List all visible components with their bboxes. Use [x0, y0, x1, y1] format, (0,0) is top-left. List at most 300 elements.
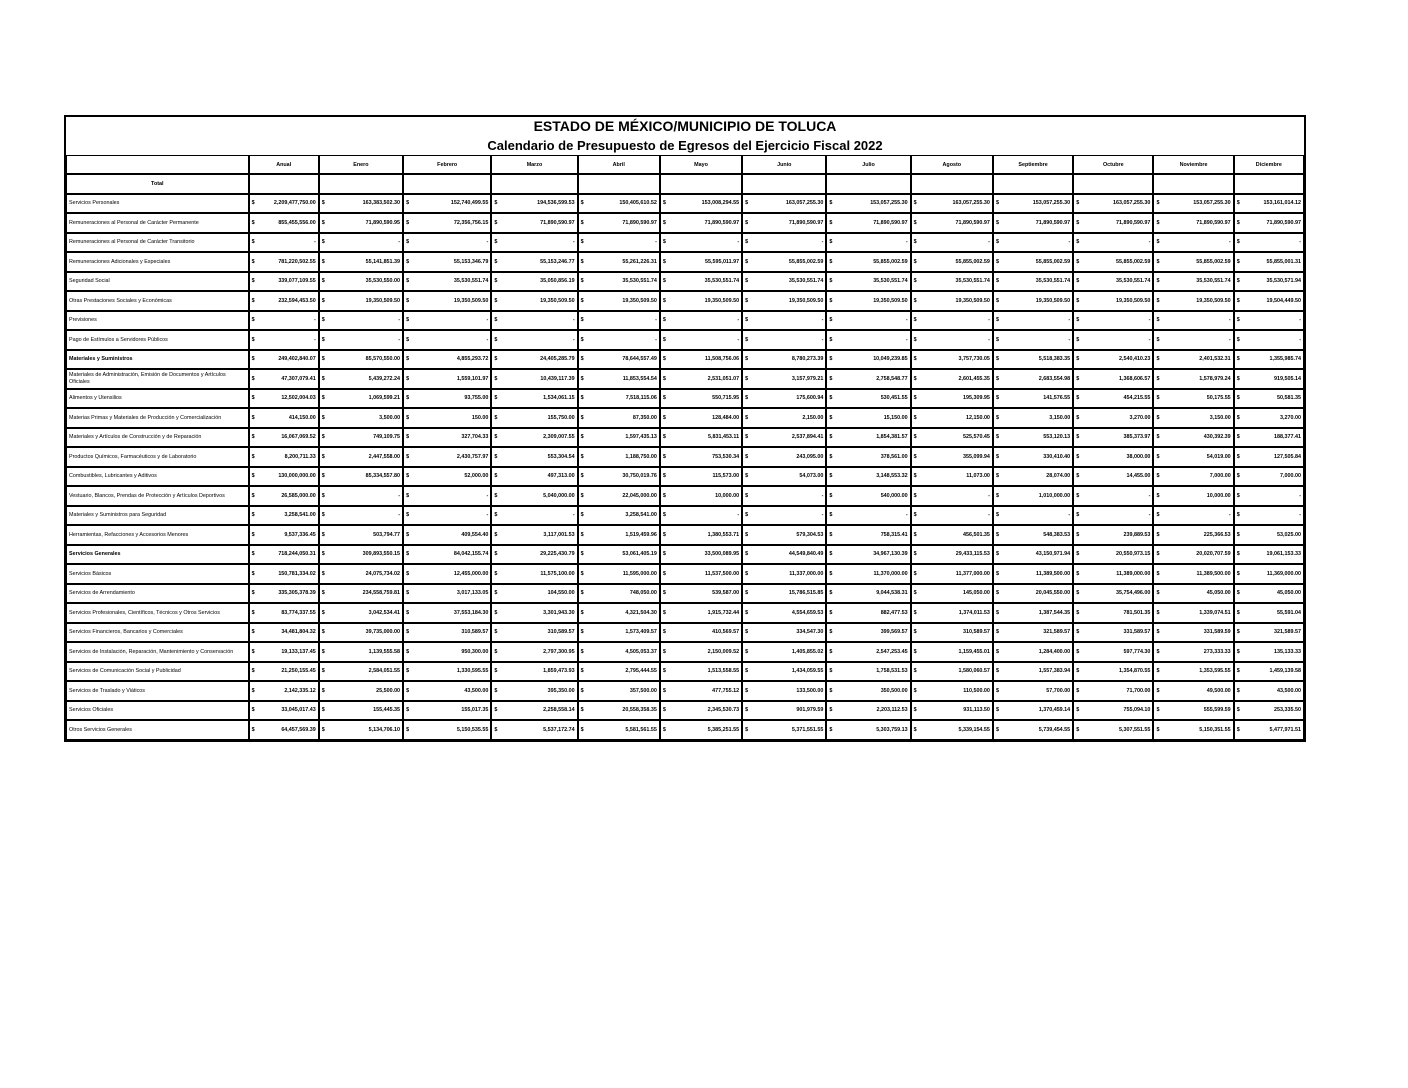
currency-symbol: $: [1236, 356, 1240, 363]
amount-cell: [993, 623, 1073, 643]
amount-value: -: [1228, 336, 1231, 343]
currency-symbol: $: [745, 258, 749, 265]
currency-symbol: $: [1076, 258, 1080, 265]
amount-cell: [1234, 662, 1304, 682]
currency-symbol: $: [321, 219, 325, 226]
amount-cell: [911, 603, 993, 623]
currency-symbol: $: [662, 668, 666, 675]
table-row: [66, 408, 1304, 428]
amount-value: 234,558,759.81: [362, 590, 401, 597]
amount-cell: [826, 486, 910, 506]
row-label: Servicios Financieros, Bancarios y Comerciales: [66, 623, 249, 643]
amount-value: 16,067,069.52: [281, 434, 316, 441]
amount-value: 950,300.00: [461, 648, 489, 655]
amount-value: 163,057,255.30: [785, 200, 824, 207]
amount-value: 2,547,253.45: [876, 648, 908, 655]
amount-cell: [249, 603, 319, 623]
amount-cell: [1234, 272, 1304, 292]
row-label: Servicios Generales: [66, 545, 249, 565]
amount-cell: [826, 408, 910, 428]
currency-symbol: $: [321, 278, 325, 285]
currency-symbol: $: [1156, 629, 1160, 636]
amount-cell: [993, 467, 1073, 487]
amount-value: 19,350,509.50: [1115, 297, 1151, 304]
amount-value: 20,020,707.59: [1196, 551, 1231, 558]
amount-value: 55,855,002.59: [788, 258, 824, 265]
currency-symbol: $: [580, 258, 584, 265]
currency-symbol: $: [913, 726, 917, 733]
currency-symbol: $: [1236, 668, 1240, 675]
amount-value: 1,330,595.55: [456, 668, 489, 675]
amount-cell: [1153, 272, 1233, 292]
amount-cell: [993, 330, 1073, 350]
amount-cell: [993, 701, 1073, 721]
table-cell: [826, 174, 910, 194]
currency-symbol: $: [1236, 434, 1240, 441]
amount-value: 378,561.00: [880, 453, 908, 460]
amount-value: 855,455,556.00: [278, 219, 316, 226]
amount-cell: [403, 662, 491, 682]
amount-value: 414,150.00: [288, 414, 316, 421]
amount-value: 104,550.00: [547, 590, 575, 597]
amount-cell: [826, 603, 910, 623]
amount-cell: [742, 252, 826, 272]
amount-cell: [742, 681, 826, 701]
amount-value: 19,133,137.45: [281, 648, 316, 655]
amount-value: 11,370,000.00: [873, 570, 908, 577]
amount-value: 133,500.00: [796, 687, 824, 694]
amount-value: 155,750.00: [547, 414, 575, 421]
amount-cell: [660, 428, 742, 448]
currency-symbol: $: [913, 434, 917, 441]
amount-value: 5,739,454.55: [1038, 726, 1071, 733]
currency-symbol: $: [251, 726, 255, 733]
currency-symbol: $: [321, 687, 325, 694]
currency-symbol: $: [1156, 590, 1160, 597]
amount-cell: [660, 623, 742, 643]
row-label: Servicios Básicos: [66, 564, 249, 584]
row-label: Servicios de Arrendamiento: [66, 584, 249, 604]
amount-value: 71,890,590.97: [622, 219, 657, 226]
amount-value: 15,150.00: [883, 414, 908, 421]
currency-symbol: $: [406, 356, 410, 363]
amount-cell: [1073, 428, 1153, 448]
currency-symbol: $: [580, 551, 584, 558]
amount-value: 1,519,459.96: [625, 531, 657, 538]
amount-value: 20,558,358.35: [622, 707, 657, 714]
amount-cell: [826, 194, 910, 214]
amount-cell: [1234, 642, 1304, 662]
amount-value: -: [1068, 317, 1071, 324]
amount-value: 128,484.00: [712, 414, 740, 421]
amount-cell: [993, 506, 1073, 526]
amount-value: 2,795,444.55: [625, 668, 657, 675]
amount-value: 2,209,477,750.00: [273, 200, 316, 207]
currency-symbol: $: [1156, 375, 1160, 382]
currency-symbol: $: [406, 336, 410, 343]
currency-symbol: $: [321, 551, 325, 558]
amount-value: 539,587.00: [712, 590, 740, 597]
amount-value: 3,757,730.05: [958, 356, 990, 363]
currency-symbol: $: [406, 492, 410, 499]
amount-value: 8,780,273.39: [791, 356, 824, 363]
currency-symbol: $: [494, 297, 498, 304]
amount-value: 718,244,050.31: [278, 551, 316, 558]
amount-cell: [319, 662, 403, 682]
currency-symbol: $: [494, 687, 498, 694]
amount-cell: [911, 623, 993, 643]
column-header: Mayo: [660, 155, 742, 174]
amount-cell: [319, 252, 403, 272]
amount-value: -: [655, 336, 657, 343]
amount-value: 155,017.35: [461, 707, 489, 714]
currency-symbol: $: [406, 707, 410, 714]
currency-symbol: $: [745, 375, 749, 382]
amount-value: 1,353,595.55: [1199, 668, 1231, 675]
amount-value: 1,559,101.97: [456, 375, 489, 382]
amount-value: 85,570,550.00: [365, 356, 401, 363]
amount-value: 24,075,734.02: [365, 570, 401, 577]
amount-cell: [742, 272, 826, 292]
amount-cell: [993, 642, 1073, 662]
currency-symbol: $: [829, 239, 833, 246]
amount-cell: [491, 603, 577, 623]
currency-symbol: $: [251, 239, 255, 246]
currency-symbol: $: [995, 414, 999, 421]
amount-cell: [403, 194, 491, 214]
currency-symbol: $: [662, 629, 666, 636]
currency-symbol: $: [1156, 512, 1160, 519]
currency-symbol: $: [913, 453, 917, 460]
table-cell: [742, 174, 826, 194]
amount-cell: [1153, 486, 1233, 506]
amount-value: 35,530,551.74: [453, 278, 489, 285]
amount-value: 71,890,590.97: [788, 219, 824, 226]
amount-value: 3,148,553.32: [876, 473, 908, 480]
amount-cell: [826, 506, 910, 526]
currency-symbol: $: [1156, 551, 1160, 558]
amount-cell: [660, 506, 742, 526]
amount-cell: [578, 194, 660, 214]
amount-cell: [319, 720, 403, 740]
currency-symbol: $: [1076, 375, 1080, 382]
amount-cell: [660, 467, 742, 487]
currency-symbol: $: [580, 512, 584, 519]
currency-symbol: $: [662, 687, 666, 694]
amount-cell: [911, 486, 993, 506]
amount-value: 35,050,856.19: [540, 278, 575, 285]
amount-cell: [249, 291, 319, 311]
amount-value: -: [988, 239, 990, 246]
amount-cell: [249, 642, 319, 662]
amount-cell: [1153, 252, 1233, 272]
row-label: Alimentos y Utensilios: [66, 389, 249, 409]
amount-cell: [249, 467, 319, 487]
amount-value: 53,025.00: [1277, 531, 1301, 538]
amount-cell: [1073, 525, 1153, 545]
amount-cell: [911, 525, 993, 545]
currency-symbol: $: [829, 434, 833, 441]
amount-cell: [1073, 681, 1153, 701]
amount-value: 30,750,019.76: [622, 473, 657, 480]
amount-value: 153,057,255.30: [870, 200, 908, 207]
currency-symbol: $: [1156, 687, 1160, 694]
currency-symbol: $: [1236, 707, 1240, 714]
amount-value: -: [398, 492, 401, 499]
amount-value: 54,073.00: [799, 473, 824, 480]
currency-symbol: $: [321, 434, 325, 441]
row-label: Servicios de Instalación, Reparación, Mantenimiento y Conservación: [66, 642, 249, 662]
amount-cell: [660, 311, 742, 331]
amount-value: 54,019.00: [1206, 453, 1231, 460]
currency-symbol: $: [321, 414, 325, 421]
column-header: Junio: [742, 155, 826, 174]
amount-value: 71,890,590.97: [1196, 219, 1231, 226]
table-row: [66, 681, 1304, 701]
currency-symbol: $: [913, 707, 917, 714]
currency-symbol: $: [662, 356, 666, 363]
amount-cell: [1073, 408, 1153, 428]
amount-value: 55,591.04: [1277, 609, 1301, 616]
currency-symbol: $: [745, 492, 749, 499]
amount-cell: [911, 681, 993, 701]
amount-value: 47,307,079.41: [281, 375, 316, 382]
amount-value: -: [1148, 317, 1151, 324]
currency-symbol: $: [251, 590, 255, 597]
currency-symbol: $: [406, 258, 410, 265]
amount-cell: [578, 350, 660, 370]
currency-symbol: $: [995, 629, 999, 636]
amount-value: 21,250,155.45: [281, 668, 316, 675]
amount-cell: [1153, 506, 1233, 526]
amount-cell: [578, 428, 660, 448]
amount-value: 901,979.59: [796, 707, 824, 714]
amount-value: 2,150.00: [802, 414, 824, 421]
amount-cell: [1073, 623, 1153, 643]
amount-cell: [491, 272, 577, 292]
currency-symbol: $: [1236, 414, 1240, 421]
amount-cell: [578, 233, 660, 253]
amount-value: 43,500.00: [1277, 687, 1301, 694]
column-header: Anual: [249, 155, 319, 174]
currency-symbol: $: [829, 297, 833, 304]
amount-cell: [826, 564, 910, 584]
amount-cell: [491, 213, 577, 233]
amount-cell: [1234, 213, 1304, 233]
amount-value: 7,518,115.06: [625, 395, 657, 402]
currency-symbol: $: [494, 726, 498, 733]
budget-table: [66, 155, 1304, 740]
amount-cell: [911, 447, 993, 467]
currency-symbol: $: [580, 395, 584, 402]
amount-cell: [826, 623, 910, 643]
table-row: [66, 272, 1304, 292]
currency-symbol: $: [251, 375, 255, 382]
amount-value: 550,715.95: [712, 395, 740, 402]
currency-symbol: $: [995, 278, 999, 285]
currency-symbol: $: [494, 239, 498, 246]
currency-symbol: $: [829, 375, 833, 382]
amount-cell: [249, 525, 319, 545]
currency-symbol: $: [1156, 414, 1160, 421]
currency-symbol: $: [580, 609, 584, 616]
currency-symbol: $: [745, 570, 749, 577]
amount-value: 49,500.00: [1206, 687, 1231, 694]
currency-symbol: $: [406, 570, 410, 577]
amount-cell: [742, 428, 826, 448]
amount-cell: [319, 681, 403, 701]
amount-cell: [491, 506, 577, 526]
amount-cell: [1234, 720, 1304, 740]
table-row: [66, 564, 1304, 584]
amount-value: -: [1299, 492, 1301, 499]
table-row: [66, 369, 1304, 389]
amount-cell: [491, 369, 577, 389]
amount-value: 310,589.57: [547, 629, 575, 636]
amount-cell: [826, 233, 910, 253]
amount-value: 55,855,002.59: [1115, 258, 1151, 265]
amount-cell: [403, 330, 491, 350]
table-row: [66, 291, 1304, 311]
amount-value: 2,309,007.55: [543, 434, 575, 441]
amount-value: 1,915,732.44: [707, 609, 740, 616]
table-row: [66, 545, 1304, 565]
amount-value: 1,578,979.24: [1199, 375, 1231, 382]
amount-cell: [826, 720, 910, 740]
amount-value: 5,439,272.24: [368, 375, 401, 382]
amount-cell: [578, 311, 660, 331]
amount-cell: [993, 486, 1073, 506]
amount-value: 9,537,336.45: [284, 531, 316, 538]
amount-cell: [1234, 291, 1304, 311]
amount-cell: [1234, 369, 1304, 389]
amount-cell: [660, 720, 742, 740]
amount-value: 10,049,239.85: [873, 356, 908, 363]
amount-cell: [319, 623, 403, 643]
amount-cell: [491, 545, 577, 565]
currency-symbol: $: [406, 453, 410, 460]
amount-cell: [249, 506, 319, 526]
currency-symbol: $: [1076, 570, 1080, 577]
amount-cell: [1153, 213, 1233, 233]
amount-cell: [911, 350, 993, 370]
amount-value: 1,854,381.57: [876, 434, 908, 441]
table-cell: [249, 174, 319, 194]
amount-cell: [1153, 408, 1233, 428]
amount-cell: [1153, 662, 1233, 682]
amount-value: -: [737, 317, 740, 324]
amount-value: 19,504,449.50: [1266, 297, 1301, 304]
amount-value: -: [821, 239, 824, 246]
currency-symbol: $: [662, 297, 666, 304]
amount-cell: [911, 194, 993, 214]
currency-symbol: $: [1236, 687, 1240, 694]
amount-cell: [993, 428, 1073, 448]
amount-cell: [742, 291, 826, 311]
amount-cell: [1234, 564, 1304, 584]
amount-value: 5,303,759.13: [876, 726, 908, 733]
amount-value: 1,573,409.57: [625, 629, 657, 636]
currency-symbol: $: [1156, 239, 1160, 246]
currency-symbol: $: [580, 531, 584, 538]
row-label: Materiales de Administración, Emisión de Documentos y Artículos Oficiales: [66, 369, 249, 389]
amount-cell: [993, 662, 1073, 682]
currency-symbol: $: [829, 629, 833, 636]
currency-symbol: $: [662, 258, 666, 265]
currency-symbol: $: [406, 609, 410, 616]
amount-value: 1,380,553.71: [707, 531, 740, 538]
amount-value: 12,150.00: [965, 414, 990, 421]
amount-cell: [1153, 564, 1233, 584]
amount-cell: [660, 584, 742, 604]
amount-cell: [403, 252, 491, 272]
amount-cell: [1234, 545, 1304, 565]
amount-value: 1,370,459.14: [1038, 707, 1071, 714]
amount-cell: [249, 720, 319, 740]
amount-value: 55,855,002.59: [1035, 258, 1071, 265]
amount-cell: [1073, 194, 1153, 214]
amount-value: 188,377.41: [1274, 434, 1301, 441]
amount-cell: [249, 486, 319, 506]
currency-symbol: $: [580, 317, 584, 324]
amount-cell: [1234, 623, 1304, 643]
amount-cell: [911, 330, 993, 350]
amount-cell: [1073, 447, 1153, 467]
amount-cell: [1073, 252, 1153, 272]
currency-symbol: $: [745, 356, 749, 363]
amount-cell: [660, 272, 742, 292]
amount-cell: [403, 545, 491, 565]
amount-cell: [578, 389, 660, 409]
currency-symbol: $: [829, 512, 833, 519]
currency-symbol: $: [1076, 687, 1080, 694]
amount-value: 115,573.00: [712, 473, 740, 480]
amount-value: 19,350,509.50: [873, 297, 908, 304]
currency-symbol: $: [321, 648, 325, 655]
amount-cell: [911, 389, 993, 409]
amount-cell: [1073, 369, 1153, 389]
amount-value: 11,575,100.00: [540, 570, 575, 577]
amount-value: 597,774.30: [1123, 648, 1151, 655]
amount-cell: [1153, 623, 1233, 643]
amount-cell: [403, 584, 491, 604]
amount-cell: [1153, 681, 1233, 701]
currency-symbol: $: [745, 336, 749, 343]
amount-cell: [911, 233, 993, 253]
column-header: Diciembre: [1234, 155, 1304, 174]
amount-value: 2,345,530.73: [707, 707, 740, 714]
amount-value: -: [486, 492, 489, 499]
currency-symbol: $: [995, 668, 999, 675]
amount-value: 35,530,551.74: [955, 278, 990, 285]
amount-value: -: [1068, 336, 1071, 343]
amount-cell: [319, 291, 403, 311]
amount-cell: [249, 428, 319, 448]
column-header: Enero: [319, 155, 403, 174]
currency-symbol: $: [1076, 278, 1080, 285]
currency-symbol: $: [745, 200, 749, 207]
amount-cell: [1234, 252, 1304, 272]
amount-cell: [491, 681, 577, 701]
currency-symbol: $: [662, 492, 666, 499]
table-row: [66, 350, 1304, 370]
amount-value: 33,500,089.95: [704, 551, 740, 558]
amount-value: 5,134,706.10: [368, 726, 401, 733]
amount-cell: [826, 330, 910, 350]
amount-value: 309,893,550.15: [362, 551, 401, 558]
currency-symbol: $: [913, 317, 917, 324]
amount-cell: [993, 408, 1073, 428]
